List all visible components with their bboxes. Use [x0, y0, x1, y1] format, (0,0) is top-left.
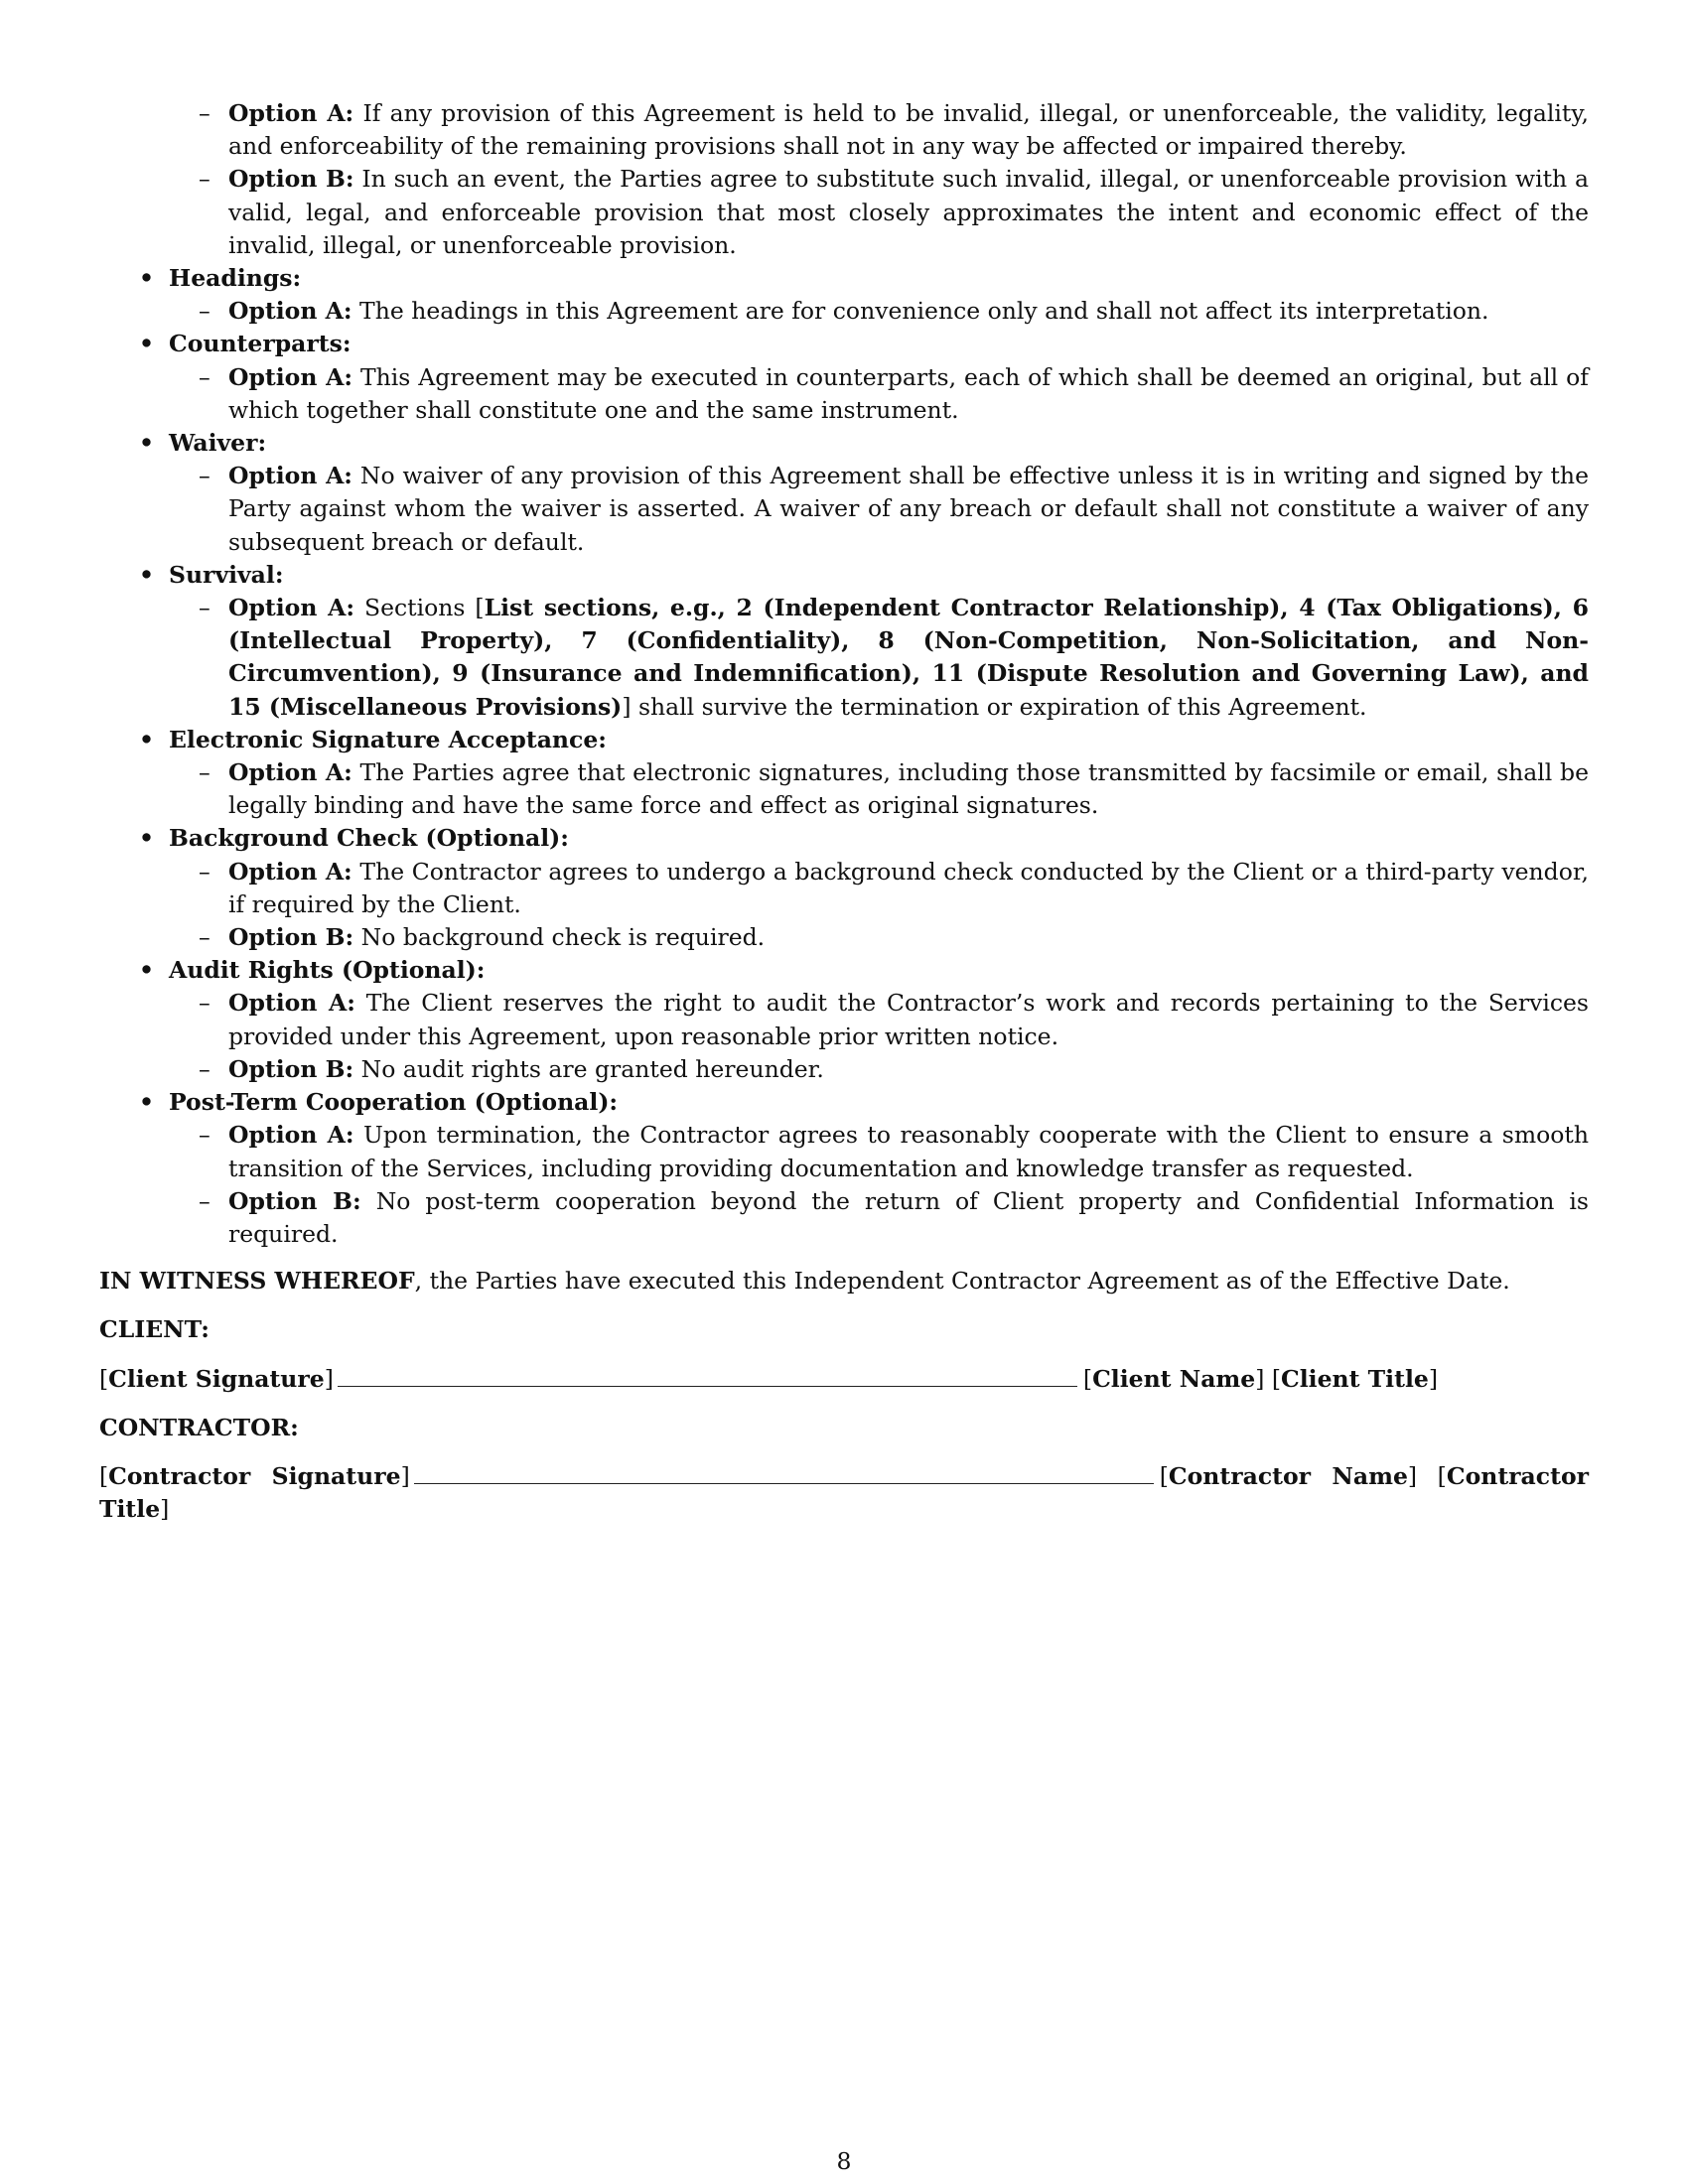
headings-section — [99, 262, 1589, 328]
section-heading: • Headings: — [99, 262, 1589, 295]
option-text-prefix: Sections [ — [364, 594, 485, 622]
option-label: Option B: — [228, 1186, 361, 1215]
option-item — [99, 987, 1589, 1052]
audit-rights-section — [99, 954, 1589, 1086]
option-item — [99, 856, 1589, 921]
client-signature-block: [Client Signature] [Client Name] [Client Title] — [99, 1364, 1438, 1393]
option-item — [99, 460, 1589, 559]
option-text-suffix: ] shall survive the termination or expiration of this Agreement. — [622, 692, 1367, 721]
client-title-placeholder: Client Title — [1281, 1364, 1429, 1393]
option-label: Option A: — [228, 758, 352, 787]
option-label: Option A: — [228, 857, 352, 886]
option-label: Option A: — [228, 594, 355, 622]
option-item — [99, 295, 1589, 328]
waiver-section — [99, 427, 1589, 559]
client-signature-placeholder: Client Signature — [108, 1364, 325, 1393]
option-item — [99, 97, 1589, 163]
option-item — [99, 1053, 1589, 1086]
section-heading: • Survival: — [99, 559, 1589, 592]
contractor-title-placeholder: Contractor Title — [99, 1461, 1590, 1524]
option-label: Option A: — [228, 1121, 354, 1150]
option-label: Option B: — [228, 1054, 354, 1083]
document-page — [99, 97, 1589, 1526]
option-label: Option B: — [228, 923, 354, 952]
page-number: 8 — [836, 2147, 852, 2175]
contractor-signature-block: [Contractor Signature] [Contractor Name] [Contractor Title] — [99, 1461, 1590, 1524]
option-text: The Contractor agrees to undergo a background check conducted by the Client or a third-party vendor, if required by the Client. — [228, 857, 1589, 918]
option-item — [99, 592, 1589, 724]
section-heading: • Waiver: — [99, 427, 1589, 460]
survival-sections-placeholder: List sections, e.g., 2 (Independent Contractor Relationship), 4 (Tax Obligations), 6 (Intellectual Property), 7 (Confidentiality), 8 (Non-Competition, Non-Solicitation, and Non-Circumvention), 9 (Insurance and Indemnification), 11 (Dispute Resolution and Governing Law), and 15 (Miscellaneous Provisions) — [228, 594, 1590, 721]
contractor-heading: CONTRACTOR: — [99, 1413, 299, 1441]
option-label: Option A: — [228, 362, 352, 391]
option-item — [99, 1119, 1589, 1184]
contractor-signature-line — [414, 1461, 1154, 1484]
survival-section — [99, 559, 1589, 724]
electronic-signature-section — [99, 724, 1589, 823]
contractor-signature-placeholder: Contractor Signature — [108, 1461, 401, 1490]
option-label: Option B: — [228, 165, 354, 194]
section-heading: • Post-Term Cooperation (Optional): — [99, 1086, 1589, 1119]
option-text: The headings in this Agreement are for convenience only and shall not affect its interpretation. — [359, 297, 1489, 326]
severability-section — [99, 97, 1589, 262]
witness-paragraph — [99, 1265, 1589, 1297]
option-item — [99, 756, 1589, 822]
option-text: Upon termination, the Contractor agrees to reasonably cooperate with the Client to ensure a smooth transition of the Services, including providing documentation and knowledge transfer as requested. — [228, 1121, 1589, 1182]
option-label: Option A: — [228, 297, 352, 326]
section-heading: • Background Check (Optional): — [99, 822, 1589, 855]
post-term-cooperation-section — [99, 1086, 1589, 1251]
option-item — [99, 361, 1589, 427]
option-label: Option A: — [228, 989, 355, 1018]
option-text: The Parties agree that electronic signatures, including those transmitted by facsimile or email, shall be legally binding and have the same force and effect as original signatures. — [228, 758, 1589, 820]
option-label: Option A: — [228, 462, 352, 490]
option-text: No background check is required. — [360, 923, 766, 952]
section-heading: • Counterparts: — [99, 328, 1589, 360]
client-heading: CLIENT: — [99, 1315, 210, 1344]
client-name-placeholder: Client Name — [1092, 1364, 1256, 1393]
witness-heading: IN WITNESS WHEREOF — [99, 1267, 415, 1296]
option-item — [99, 163, 1589, 262]
background-check-section — [99, 822, 1589, 954]
option-text: No post-term cooperation beyond the return of Client property and Confidential Information is required. — [228, 1186, 1589, 1248]
option-text: No waiver of any provision of this Agreement shall be effective unless it is in writing and signed by the Party against whom the waiver is asserted. A waiver of any breach or default shall not constitute a waiver of any subsequent breach or default. — [228, 462, 1589, 556]
contractor-name-placeholder: Contractor Name — [1168, 1461, 1408, 1490]
counterparts-section — [99, 328, 1589, 427]
client-signature-line — [338, 1364, 1077, 1387]
option-text: No audit rights are granted hereunder. — [360, 1054, 824, 1083]
option-text: The Client reserves the right to audit the Contractor’s work and records pertaining to the Services provided under this Agreement, upon reasonable prior written notice. — [228, 989, 1589, 1050]
option-item — [99, 1185, 1589, 1251]
option-label: Option A: — [228, 99, 354, 127]
section-heading: • Audit Rights (Optional): — [99, 954, 1589, 987]
option-text: This Agreement may be executed in counterparts, each of which shall be deemed an original, but all of which together shall constitute one and the same instrument. — [228, 362, 1589, 424]
option-item — [99, 921, 1589, 954]
section-heading: • Electronic Signature Acceptance: — [99, 724, 1589, 756]
option-text: In such an event, the Parties agree to substitute such invalid, illegal, or unenforceable provision with a valid, legal, and enforceable provision that most closely approximates the intent and economic effect of the invalid, illegal, or unenforceable provision. — [228, 165, 1589, 259]
option-text: If any provision of this Agreement is held to be invalid, illegal, or unenforceable, the validity, legality, and enforceability of the remaining provisions shall not in any way be affected or impaired thereby. — [228, 99, 1589, 161]
witness-text: , the Parties have executed this Independent Contractor Agreement as of the Effective Date. — [414, 1267, 1510, 1296]
